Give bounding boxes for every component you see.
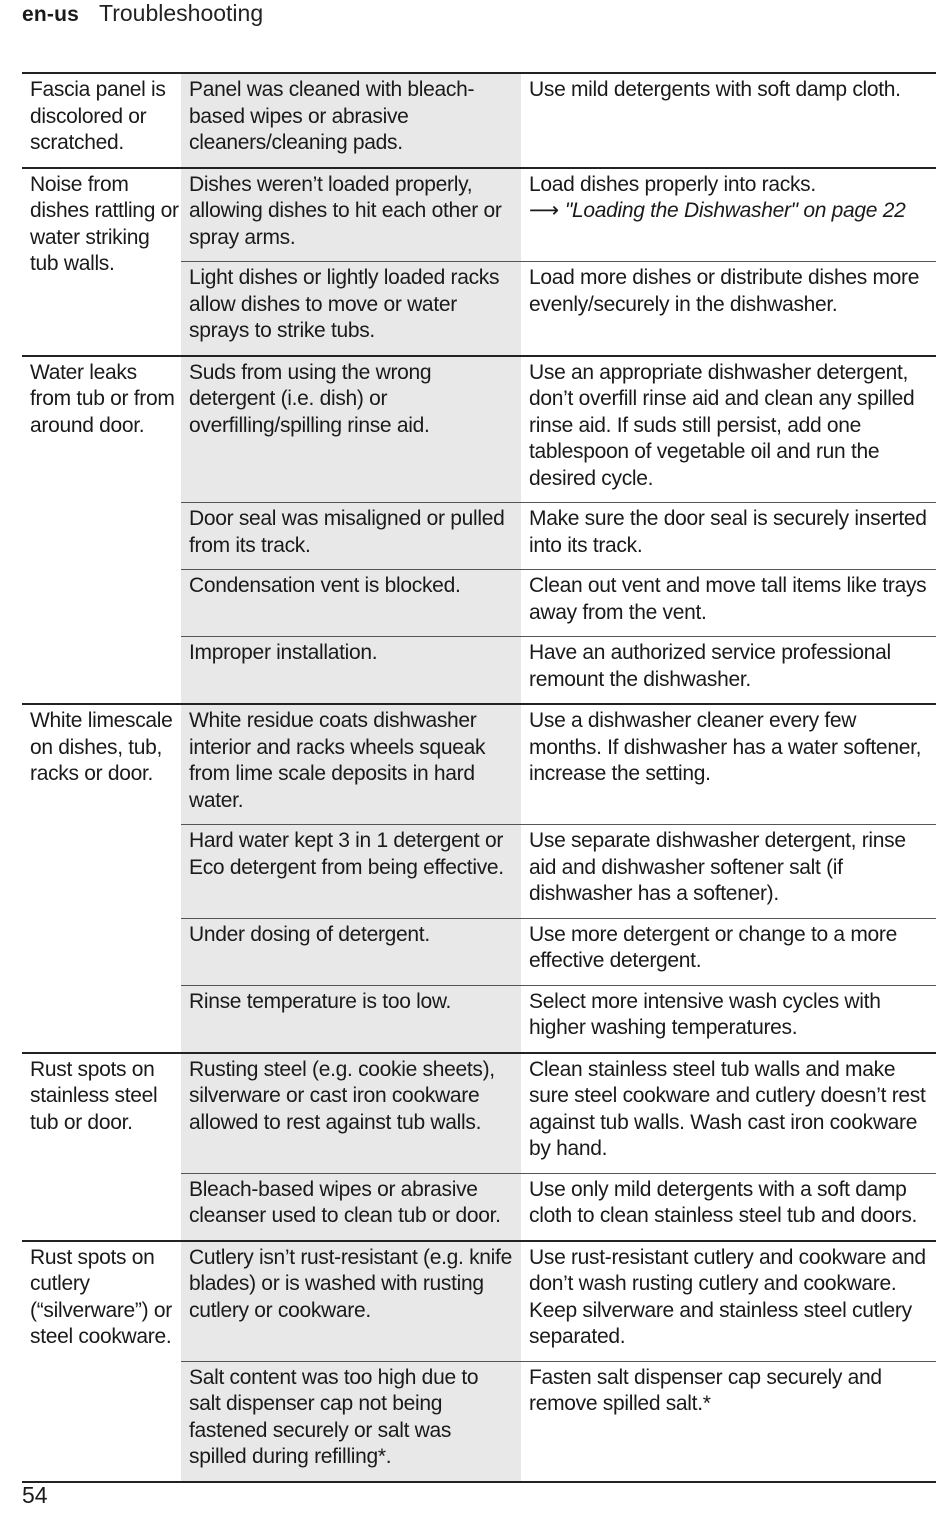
remedy-cell: Load more dishes or distribute dishes more evenly/securely in the dishwasher.: [529, 266, 920, 316]
remedy-cell: Use rust-resistant cutlery and cookware and don’t wash rusting cutlery and cookware. Keep silverware and stainless steel cutlery separated.: [529, 1245, 926, 1348]
cause-cell: Suds from using the wrong detergent (i.e. dish) or overfilling/spilling rinse aid.: [181, 357, 521, 503]
table-group: [22, 355, 936, 704]
cause-cell: Condensation vent is blocked.: [181, 570, 521, 636]
remedy-cell: Use an appropriate dishwasher detergent, don’t overfill rinse aid and clean any spilled rinse aid. If suds still persist, add one tablespoon of vegetable oil and run the desired cycle.: [529, 360, 915, 490]
remedy-cell: Clean stainless steel tub walls and make sure steel cookware and cutlery doesn’t rest against tub walls. Wash cast iron cookware by hand.: [529, 1057, 926, 1160]
table-group: [22, 167, 936, 355]
table-group: [22, 1240, 936, 1481]
remedy-cell: Have an authorized service professional remount the dishwasher.: [529, 641, 891, 691]
table-row: [181, 705, 936, 824]
table-row: [181, 502, 936, 569]
table-group: [22, 1052, 936, 1240]
cause-cell: White residue coats dishwasher interior and racks wheels squeak from lime scale deposits in hard water.: [181, 705, 521, 824]
arrow-right-icon: ⟶: [529, 199, 559, 222]
cause-cell: Cutlery isn’t rust-resistant (e.g. knife blades) or is washed with rusting cutlery or cookware.: [181, 1242, 521, 1361]
symptom-cell: Rust spots on cutlery (“silverware”) or steel cookware.: [30, 1245, 172, 1348]
page-number: 54: [22, 1482, 48, 1508]
symptom-cell: Water leaks from tub or from around door.: [30, 360, 175, 437]
symptom-cell: Noise from dishes rattling or water striking tub walls.: [30, 172, 179, 275]
table-row: [181, 569, 936, 636]
cause-cell: Bleach-based wipes or abrasive cleanser used to clean tub or door.: [181, 1174, 521, 1240]
remedy-cell: [521, 169, 936, 262]
cause-cell: Dishes weren’t loaded properly, allowing dishes to hit each other or spray arms.: [181, 169, 521, 262]
cause-cell: Hard water kept 3 in 1 detergent or Eco detergent from being effective.: [181, 825, 521, 918]
table-row: [181, 1054, 936, 1173]
remedy-cell: Select more intensive wash cycles with higher washing temperatures.: [529, 989, 881, 1039]
cause-cell: Rinse temperature is too low.: [181, 986, 521, 1052]
remedy-cell: Clean out vent and move tall items like trays away from the vent.: [529, 574, 927, 624]
remedy-cell: Use mild detergents with soft damp cloth.: [529, 78, 901, 101]
symptom-cell: Fascia panel is discolored or scratched.: [30, 78, 166, 154]
table-row: [181, 169, 936, 262]
symptom-cell: White limescale on dishes, tub, racks or door.: [30, 709, 173, 785]
cause-cell: Improper installation.: [181, 637, 521, 703]
table-row: [181, 824, 936, 918]
cause-cell: Door seal was misaligned or pulled from its track.: [181, 503, 521, 569]
remedy-cell: Use only mild detergents with a soft damp cloth to clean stainless steel tub and doors.: [529, 1177, 918, 1227]
table-row: [181, 1173, 936, 1240]
page-reference-link[interactable]: "Loading the Dishwasher" on page 22: [564, 199, 906, 222]
remedy-cell: Fasten salt dispenser cap securely and remove spilled salt.*: [529, 1365, 882, 1415]
remedy-cell: Use more detergent or change to a more effective detergent.: [529, 922, 897, 972]
remedy-text: Load dishes properly into racks.: [529, 172, 816, 196]
remedy-cell: Use a dishwasher cleaner every few months. If dishwasher has a water softener, increase the setting.: [529, 709, 922, 785]
table-row: [181, 636, 936, 703]
troubleshooting-table: [22, 72, 936, 1483]
table-row: [181, 1361, 936, 1481]
table-row: [181, 74, 936, 167]
cause-cell: Rusting steel (e.g. cookie sheets), silverware or cast iron cookware allowed to rest against tub walls.: [181, 1054, 521, 1173]
cause-cell: Salt content was too high due to salt dispenser cap not being fastened securely or salt was spilled during refilling*.: [181, 1362, 521, 1481]
table-group: [22, 74, 936, 167]
symptom-cell: Rust spots on stainless steel tub or door.: [30, 1057, 158, 1134]
table-row: [181, 1242, 936, 1361]
table-row: [181, 985, 936, 1052]
remedy-cell: Use separate dishwasher detergent, rinse aid and dishwasher softener salt (if dishwasher has a softener).: [529, 829, 906, 905]
cause-cell: Panel was cleaned with bleach-based wipes or abrasive cleaners/cleaning pads.: [181, 74, 521, 167]
table-group: [22, 703, 936, 1052]
table-row: [181, 357, 936, 503]
cause-cell: Under dosing of detergent.: [181, 919, 521, 985]
remedy-cell: Make sure the door seal is securely inserted into its track.: [529, 507, 927, 557]
table-row: [181, 918, 936, 985]
page-title: Troubleshooting: [99, 0, 264, 26]
table-row: [181, 261, 936, 355]
language-code: en-us: [22, 3, 80, 26]
page-header: [22, 0, 263, 30]
cause-cell: Light dishes or lightly loaded racks allow dishes to move or water sprays to strike tubs.: [181, 262, 521, 355]
